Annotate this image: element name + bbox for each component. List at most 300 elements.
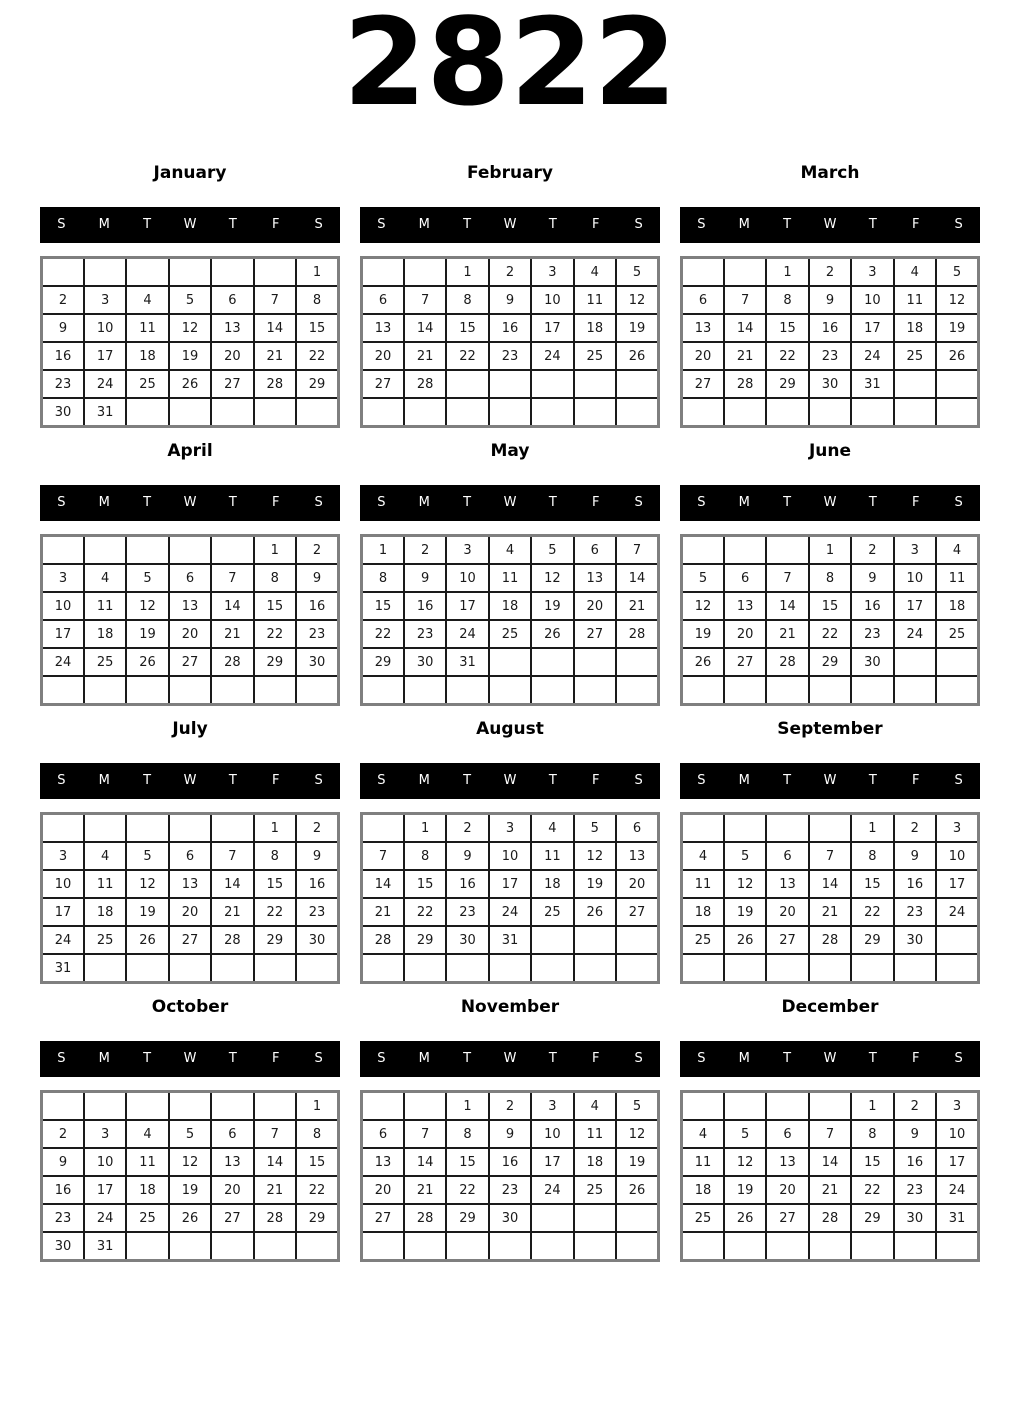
day-of-week-label: M	[418, 1051, 430, 1066]
day-of-week-header-bar	[360, 763, 660, 799]
empty-cell	[169, 258, 211, 287]
empty-cell	[574, 370, 616, 398]
day-cell: 4	[682, 842, 724, 870]
day-cell: 30	[894, 926, 936, 954]
day-cell: 7	[766, 564, 808, 592]
day-cell: 10	[84, 1148, 126, 1176]
empty-cell	[616, 370, 658, 398]
empty-cell	[42, 536, 84, 565]
week-row	[362, 870, 659, 898]
empty-cell	[574, 676, 616, 705]
day-cell: 10	[42, 870, 84, 898]
month-block	[680, 161, 980, 428]
day-cell: 3	[84, 286, 126, 314]
day-cell: 31	[446, 648, 488, 676]
empty-cell	[682, 398, 724, 427]
empty-cell	[126, 814, 168, 843]
day-cell: 25	[489, 620, 531, 648]
week-row	[42, 258, 339, 287]
calendar-table	[360, 812, 660, 984]
day-cell: 26	[682, 648, 724, 676]
day-cell: 23	[296, 898, 338, 926]
week-row	[42, 842, 339, 870]
day-cell: 19	[574, 870, 616, 898]
day-cell: 29	[362, 648, 404, 676]
empty-cell	[724, 398, 766, 427]
empty-cell	[531, 926, 573, 954]
day-cell: 23	[894, 898, 936, 926]
empty-cell	[404, 1092, 446, 1121]
day-cell: 15	[296, 1148, 338, 1176]
day-of-week-label: T	[228, 1051, 237, 1066]
day-cell: 3	[851, 258, 893, 287]
day-cell: 15	[362, 592, 404, 620]
empty-cell	[84, 676, 126, 705]
week-row	[682, 648, 979, 676]
day-cell: 13	[169, 592, 211, 620]
day-of-week-label: W	[183, 495, 197, 510]
month-title: July	[172, 719, 208, 739]
day-cell: 10	[936, 842, 978, 870]
day-cell: 16	[42, 1176, 84, 1204]
month-title: January	[153, 163, 227, 183]
day-cell: 7	[211, 564, 253, 592]
month-block	[680, 439, 980, 706]
day-of-week-label: W	[183, 217, 197, 232]
day-cell: 2	[42, 1120, 84, 1148]
week-row	[362, 398, 659, 427]
calendar-table	[680, 812, 980, 984]
day-of-week-header-bar	[680, 207, 980, 243]
day-cell: 7	[616, 536, 658, 565]
day-cell: 4	[894, 258, 936, 287]
day-cell: 16	[446, 870, 488, 898]
day-cell: 23	[42, 1204, 84, 1232]
day-cell: 22	[851, 898, 893, 926]
day-cell: 1	[296, 1092, 338, 1121]
day-cell: 27	[362, 1204, 404, 1232]
empty-cell	[42, 814, 84, 843]
day-cell: 18	[682, 1176, 724, 1204]
day-cell: 29	[446, 1204, 488, 1232]
empty-cell	[211, 676, 253, 705]
week-row	[682, 370, 979, 398]
day-cell: 9	[404, 564, 446, 592]
week-row	[42, 592, 339, 620]
empty-cell	[936, 648, 978, 676]
week-row	[362, 1204, 659, 1232]
day-of-week-label: S	[697, 217, 706, 232]
day-cell: 5	[936, 258, 978, 287]
day-cell: 2	[489, 1092, 531, 1121]
day-cell: 6	[616, 814, 658, 843]
day-of-week-label: T	[868, 495, 877, 510]
week-row	[42, 342, 339, 370]
day-cell: 27	[169, 926, 211, 954]
day-cell: 27	[616, 898, 658, 926]
day-cell: 11	[84, 592, 126, 620]
empty-cell	[446, 954, 488, 983]
empty-cell	[126, 954, 168, 983]
day-cell: 27	[766, 926, 808, 954]
day-cell: 19	[531, 592, 573, 620]
empty-cell	[766, 1092, 808, 1121]
empty-cell	[936, 370, 978, 398]
day-cell: 18	[126, 342, 168, 370]
day-cell: 1	[851, 1092, 893, 1121]
empty-cell	[724, 676, 766, 705]
day-cell: 19	[682, 620, 724, 648]
day-cell: 15	[851, 870, 893, 898]
day-cell: 21	[211, 620, 253, 648]
day-cell: 26	[616, 1176, 658, 1204]
empty-cell	[682, 1092, 724, 1121]
empty-cell	[169, 676, 211, 705]
day-cell: 18	[894, 314, 936, 342]
empty-cell	[574, 398, 616, 427]
day-of-week-label: T	[463, 217, 472, 232]
day-cell: 19	[724, 1176, 766, 1204]
empty-cell	[531, 370, 573, 398]
day-cell: 31	[851, 370, 893, 398]
empty-cell	[211, 954, 253, 983]
week-row	[362, 842, 659, 870]
empty-cell	[574, 648, 616, 676]
week-row	[682, 1120, 979, 1148]
month-block	[40, 439, 340, 706]
day-cell: 12	[682, 592, 724, 620]
day-cell: 17	[489, 870, 531, 898]
empty-cell	[682, 1232, 724, 1261]
day-cell: 16	[489, 314, 531, 342]
week-row	[682, 814, 979, 843]
day-of-week-header-bar	[40, 485, 340, 521]
day-cell: 7	[404, 1120, 446, 1148]
day-cell: 8	[809, 564, 851, 592]
day-cell: 9	[446, 842, 488, 870]
day-cell: 23	[404, 620, 446, 648]
month-block	[40, 161, 340, 428]
empty-cell	[851, 676, 893, 705]
empty-cell	[296, 954, 338, 983]
empty-cell	[531, 1232, 573, 1261]
day-cell: 6	[211, 286, 253, 314]
day-of-week-label: T	[783, 773, 792, 788]
day-cell: 16	[894, 1148, 936, 1176]
day-cell: 20	[362, 342, 404, 370]
day-cell: 3	[531, 1092, 573, 1121]
day-cell: 15	[254, 592, 296, 620]
day-cell: 10	[851, 286, 893, 314]
day-cell: 28	[211, 926, 253, 954]
day-cell: 24	[531, 342, 573, 370]
day-of-week-label: F	[271, 773, 280, 788]
day-cell: 12	[126, 592, 168, 620]
day-cell: 22	[446, 1176, 488, 1204]
day-cell: 25	[574, 342, 616, 370]
day-cell: 9	[489, 1120, 531, 1148]
month-title: September	[777, 719, 883, 739]
day-cell: 14	[809, 1148, 851, 1176]
week-row	[42, 1148, 339, 1176]
day-cell: 19	[169, 342, 211, 370]
day-cell: 29	[254, 926, 296, 954]
day-of-week-label: T	[548, 495, 557, 510]
day-cell: 28	[254, 1204, 296, 1232]
day-cell: 24	[42, 926, 84, 954]
day-cell: 21	[809, 898, 851, 926]
day-cell: 20	[766, 898, 808, 926]
week-row	[682, 592, 979, 620]
week-row	[42, 1176, 339, 1204]
day-cell: 21	[211, 898, 253, 926]
day-cell: 23	[489, 1176, 531, 1204]
day-of-week-header-bar	[680, 485, 980, 521]
day-cell: 13	[682, 314, 724, 342]
month-title: April	[167, 441, 213, 461]
day-of-week-label: W	[823, 1051, 837, 1066]
day-cell: 6	[169, 564, 211, 592]
day-cell: 27	[682, 370, 724, 398]
week-row	[362, 1148, 659, 1176]
day-cell: 11	[531, 842, 573, 870]
day-cell: 20	[616, 870, 658, 898]
day-of-week-label: M	[738, 1051, 750, 1066]
week-row	[362, 954, 659, 983]
day-cell: 4	[489, 536, 531, 565]
day-cell: 2	[809, 258, 851, 287]
empty-cell	[766, 676, 808, 705]
week-row	[362, 1176, 659, 1204]
day-cell: 13	[724, 592, 766, 620]
day-of-week-header-bar	[360, 485, 660, 521]
week-row	[42, 1092, 339, 1121]
day-cell: 7	[211, 842, 253, 870]
day-cell: 12	[616, 286, 658, 314]
empty-cell	[894, 398, 936, 427]
day-cell: 24	[851, 342, 893, 370]
empty-cell	[616, 1204, 658, 1232]
day-cell: 23	[42, 370, 84, 398]
day-cell: 31	[42, 954, 84, 983]
day-of-week-label: F	[911, 495, 920, 510]
empty-cell	[531, 676, 573, 705]
day-cell: 1	[362, 536, 404, 565]
day-cell: 27	[211, 1204, 253, 1232]
day-of-week-label: S	[314, 1051, 323, 1066]
empty-cell	[42, 258, 84, 287]
day-cell: 17	[42, 620, 84, 648]
empty-cell	[446, 1232, 488, 1261]
day-cell: 20	[211, 342, 253, 370]
day-cell: 13	[766, 870, 808, 898]
day-of-week-label: F	[591, 773, 600, 788]
day-cell: 25	[126, 1204, 168, 1232]
day-cell: 2	[42, 286, 84, 314]
calendar-table	[360, 1090, 660, 1262]
week-row	[42, 1204, 339, 1232]
day-cell: 23	[296, 620, 338, 648]
empty-cell	[296, 1232, 338, 1261]
day-cell: 4	[574, 258, 616, 287]
day-cell: 18	[682, 898, 724, 926]
day-of-week-header-bar	[360, 1041, 660, 1077]
empty-cell	[169, 398, 211, 427]
day-cell: 4	[574, 1092, 616, 1121]
day-cell: 12	[574, 842, 616, 870]
day-cell: 1	[446, 1092, 488, 1121]
empty-cell	[682, 536, 724, 565]
day-cell: 28	[766, 648, 808, 676]
day-cell: 12	[616, 1120, 658, 1148]
empty-cell	[724, 954, 766, 983]
day-cell: 5	[724, 842, 766, 870]
empty-cell	[531, 398, 573, 427]
day-cell: 29	[296, 1204, 338, 1232]
day-cell: 31	[489, 926, 531, 954]
week-row	[682, 536, 979, 565]
day-cell: 21	[616, 592, 658, 620]
day-cell: 2	[851, 536, 893, 565]
week-row	[42, 536, 339, 565]
empty-cell	[616, 1232, 658, 1261]
empty-cell	[766, 398, 808, 427]
day-of-week-label: T	[548, 217, 557, 232]
day-cell: 16	[894, 870, 936, 898]
day-cell: 21	[362, 898, 404, 926]
day-cell: 1	[254, 536, 296, 565]
empty-cell	[531, 648, 573, 676]
empty-cell	[404, 398, 446, 427]
day-cell: 2	[296, 536, 338, 565]
day-of-week-label: S	[634, 773, 643, 788]
empty-cell	[489, 1232, 531, 1261]
day-cell: 7	[362, 842, 404, 870]
week-row	[362, 898, 659, 926]
day-of-week-label: W	[503, 495, 517, 510]
day-cell: 29	[809, 648, 851, 676]
month-title: May	[490, 441, 530, 461]
day-cell: 4	[84, 564, 126, 592]
day-cell: 15	[446, 1148, 488, 1176]
day-cell: 6	[682, 286, 724, 314]
day-cell: 5	[126, 564, 168, 592]
day-cell: 11	[894, 286, 936, 314]
day-cell: 1	[446, 258, 488, 287]
month-title: November	[460, 997, 560, 1017]
day-of-week-label: W	[503, 773, 517, 788]
day-of-week-label: W	[823, 773, 837, 788]
day-of-week-label: W	[503, 1051, 517, 1066]
day-cell: 26	[169, 370, 211, 398]
day-cell: 29	[254, 648, 296, 676]
day-cell: 27	[574, 620, 616, 648]
day-cell: 1	[851, 814, 893, 843]
empty-cell	[404, 258, 446, 287]
day-of-week-label: T	[143, 217, 152, 232]
calendar-table	[40, 256, 340, 428]
day-of-week-header-bar	[680, 1041, 980, 1077]
week-row	[682, 286, 979, 314]
day-cell: 21	[724, 342, 766, 370]
day-cell: 3	[894, 536, 936, 565]
week-row	[42, 564, 339, 592]
day-cell: 28	[362, 926, 404, 954]
day-of-week-label: F	[911, 1051, 920, 1066]
week-row	[362, 258, 659, 287]
day-of-week-header-bar	[40, 763, 340, 799]
day-of-week-label: S	[314, 217, 323, 232]
day-cell: 20	[169, 898, 211, 926]
day-cell: 30	[42, 398, 84, 427]
day-of-week-label: S	[954, 773, 963, 788]
day-cell: 18	[531, 870, 573, 898]
day-cell: 22	[446, 342, 488, 370]
week-row	[362, 676, 659, 705]
day-cell: 28	[724, 370, 766, 398]
day-of-week-label: F	[591, 495, 600, 510]
empty-cell	[211, 1232, 253, 1261]
empty-cell	[682, 676, 724, 705]
week-row	[682, 898, 979, 926]
empty-cell	[809, 1232, 851, 1261]
day-of-week-label: S	[314, 495, 323, 510]
day-cell: 17	[851, 314, 893, 342]
day-cell: 3	[936, 1092, 978, 1121]
empty-cell	[851, 1232, 893, 1261]
day-cell: 14	[404, 1148, 446, 1176]
day-of-week-label: T	[868, 217, 877, 232]
day-of-week-label: M	[98, 495, 110, 510]
week-row	[362, 592, 659, 620]
week-row	[362, 1120, 659, 1148]
empty-cell	[211, 536, 253, 565]
empty-cell	[574, 1232, 616, 1261]
day-of-week-label: S	[57, 773, 66, 788]
week-row	[682, 1148, 979, 1176]
month-title: March	[800, 163, 860, 183]
day-cell: 25	[936, 620, 978, 648]
day-cell: 14	[766, 592, 808, 620]
day-cell: 19	[724, 898, 766, 926]
day-cell: 10	[531, 1120, 573, 1148]
month-title: December	[781, 997, 879, 1017]
day-cell: 26	[724, 1204, 766, 1232]
day-cell: 13	[574, 564, 616, 592]
empty-cell	[126, 536, 168, 565]
empty-cell	[296, 676, 338, 705]
empty-cell	[724, 1232, 766, 1261]
day-cell: 14	[809, 870, 851, 898]
day-cell: 18	[126, 1176, 168, 1204]
day-cell: 15	[254, 870, 296, 898]
empty-cell	[446, 398, 488, 427]
day-of-week-label: S	[954, 495, 963, 510]
day-cell: 21	[404, 342, 446, 370]
day-of-week-label: T	[228, 495, 237, 510]
day-cell: 5	[616, 258, 658, 287]
empty-cell	[404, 676, 446, 705]
day-cell: 1	[296, 258, 338, 287]
day-of-week-label: M	[418, 217, 430, 232]
day-cell: 10	[42, 592, 84, 620]
day-cell: 28	[211, 648, 253, 676]
day-cell: 8	[446, 286, 488, 314]
day-cell: 2	[446, 814, 488, 843]
day-cell: 15	[766, 314, 808, 342]
day-cell: 26	[531, 620, 573, 648]
day-cell: 13	[362, 1148, 404, 1176]
